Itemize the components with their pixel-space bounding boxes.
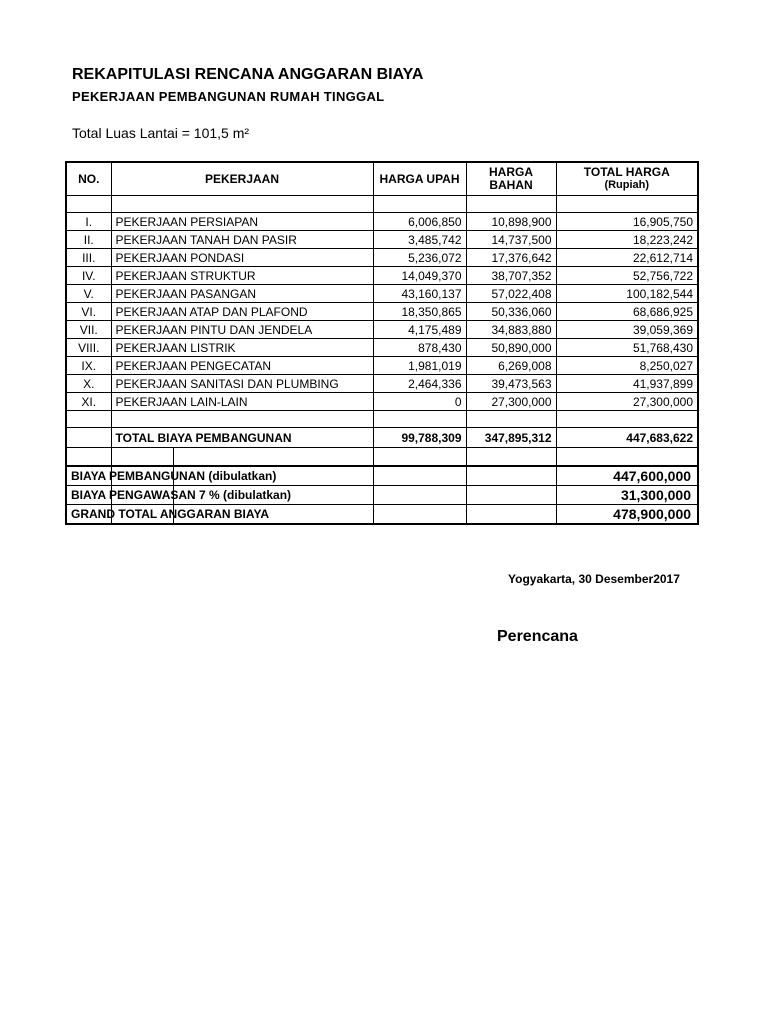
row-harga-upah: 3,485,742 xyxy=(373,231,466,249)
row-harga-bahan: 6,269,008 xyxy=(466,357,556,375)
row-pekerjaan: PEKERJAAN TANAH DAN PASIR xyxy=(111,231,373,249)
summary-label: BIAYA PEMBANGUNAN (dibulatkan) xyxy=(66,466,111,486)
row-number: VII. xyxy=(66,321,111,339)
row-pekerjaan: PEKERJAAN SANITASI DAN PLUMBING xyxy=(111,375,373,393)
row-harga-upah: 4,175,489 xyxy=(373,321,466,339)
row-harga-bahan: 14,737,500 xyxy=(466,231,556,249)
summary-value: 31,300,000 xyxy=(556,486,698,505)
row-harga-upah: 6,006,850 xyxy=(373,213,466,231)
blank-cell xyxy=(66,448,111,467)
summary-blank xyxy=(466,486,556,505)
summary-blank xyxy=(466,466,556,486)
row-number: I. xyxy=(66,213,111,231)
blank-cell xyxy=(466,411,556,428)
row-total-harga: 41,937,899 xyxy=(556,375,698,393)
header-total-harga-line1: TOTAL HARGA xyxy=(583,165,670,179)
summary-value: 478,900,000 xyxy=(556,505,698,525)
budget-recap-table xyxy=(65,161,699,525)
row-harga-upah: 18,350,865 xyxy=(373,303,466,321)
summary-value: 447,600,000 xyxy=(556,466,698,486)
row-total-harga: 22,612,714 xyxy=(556,249,698,267)
total-row-label: TOTAL BIAYA PEMBANGUNAN xyxy=(111,428,373,448)
row-pekerjaan: PEKERJAAN PONDASI xyxy=(111,249,373,267)
row-total-harga: 8,250,027 xyxy=(556,357,698,375)
blank-row xyxy=(66,196,698,213)
row-pekerjaan: PEKERJAAN PINTU DAN JENDELA xyxy=(111,321,373,339)
row-pekerjaan: PEKERJAAN LAIN-LAIN xyxy=(111,393,373,411)
row-harga-bahan: 34,883,880 xyxy=(466,321,556,339)
blank-cell xyxy=(66,411,111,428)
summary-blank xyxy=(466,505,556,525)
row-harga-upah: 5,236,072 xyxy=(373,249,466,267)
header-no: NO. xyxy=(66,162,111,196)
blank-cell xyxy=(373,448,466,467)
row-harga-bahan: 27,300,000 xyxy=(466,393,556,411)
document-subtitle: PEKERJAAN PEMBANGUNAN RUMAH TINGGAL xyxy=(72,89,385,104)
row-total-harga: 68,686,925 xyxy=(556,303,698,321)
row-pekerjaan: PEKERJAAN LISTRIK xyxy=(111,339,373,357)
summary-label: BIAYA PENGAWASAN 7 % (dibulatkan) xyxy=(66,486,111,505)
total-row xyxy=(66,428,698,448)
blank-cell xyxy=(373,411,466,428)
row-harga-bahan: 50,890,000 xyxy=(466,339,556,357)
separator-row xyxy=(66,448,698,467)
table-row xyxy=(66,249,698,267)
total-row-blank xyxy=(66,428,111,448)
summary-row xyxy=(66,466,698,486)
row-number: IX. xyxy=(66,357,111,375)
row-pekerjaan: PEKERJAAN STRUKTUR xyxy=(111,267,373,285)
row-harga-bahan: 57,022,408 xyxy=(466,285,556,303)
table-row xyxy=(66,393,698,411)
row-harga-upah: 2,464,336 xyxy=(373,375,466,393)
row-total-harga: 16,905,750 xyxy=(556,213,698,231)
row-number: III. xyxy=(66,249,111,267)
table-header-row xyxy=(66,162,698,196)
table-row xyxy=(66,285,698,303)
summary-label: GRAND TOTAL ANGGARAN BIAYA xyxy=(66,505,111,525)
blank-cell xyxy=(173,448,373,467)
city-date: Yogyakarta, 30 Desember2017 xyxy=(508,572,680,586)
document-title: REKAPITULASI RENCANA ANGGARAN BIAYA xyxy=(72,66,424,83)
row-pekerjaan: PEKERJAAN PERSIAPAN xyxy=(111,213,373,231)
header-pekerjaan: PEKERJAAN xyxy=(111,162,373,196)
row-total-harga: 52,756,722 xyxy=(556,267,698,285)
row-harga-bahan: 10,898,900 xyxy=(466,213,556,231)
row-harga-upah: 43,160,137 xyxy=(373,285,466,303)
row-number: X. xyxy=(66,375,111,393)
row-harga-upah: 1,981,019 xyxy=(373,357,466,375)
blank-cell xyxy=(556,411,698,428)
table-row xyxy=(66,339,698,357)
table-row xyxy=(66,321,698,339)
summary-blank xyxy=(373,505,466,525)
row-harga-bahan: 38,707,352 xyxy=(466,267,556,285)
row-total-harga: 27,300,000 xyxy=(556,393,698,411)
row-harga-upah: 14,049,370 xyxy=(373,267,466,285)
header-total-harga xyxy=(556,162,698,196)
table-row xyxy=(66,267,698,285)
table-row xyxy=(66,213,698,231)
row-number: XI. xyxy=(66,393,111,411)
table-row xyxy=(66,303,698,321)
blank-cell xyxy=(556,448,698,467)
row-number: IV. xyxy=(66,267,111,285)
header-harga-bahan-line1: HARGA xyxy=(489,165,534,179)
row-harga-upah: 0 xyxy=(373,393,466,411)
header-harga-bahan-line2: BAHAN xyxy=(489,178,533,192)
row-harga-bahan: 17,376,642 xyxy=(466,249,556,267)
summary-blank xyxy=(373,466,466,486)
row-total-harga: 100,182,544 xyxy=(556,285,698,303)
total-harga-bahan: 347,895,312 xyxy=(466,428,556,448)
row-harga-bahan: 50,336,060 xyxy=(466,303,556,321)
row-total-harga: 18,223,242 xyxy=(556,231,698,249)
summary-row xyxy=(66,505,698,525)
blank-row xyxy=(66,411,698,428)
total-harga-upah: 99,788,309 xyxy=(373,428,466,448)
row-number: II. xyxy=(66,231,111,249)
row-total-harga: 39,059,369 xyxy=(556,321,698,339)
header-harga-upah: HARGA UPAH xyxy=(373,162,466,196)
row-pekerjaan: PEKERJAAN ATAP DAN PLAFOND xyxy=(111,303,373,321)
summary-row xyxy=(66,486,698,505)
table-row xyxy=(66,231,698,249)
row-number: V. xyxy=(66,285,111,303)
floor-area-label: Total Luas Lantai = 101,5 m² xyxy=(72,125,250,141)
row-number: VI. xyxy=(66,303,111,321)
header-total-harga-line2: (Rupiah) xyxy=(604,179,650,191)
row-number: VIII. xyxy=(66,339,111,357)
blank-cell xyxy=(111,411,373,428)
planner-label: Perencana xyxy=(497,628,578,645)
row-harga-upah: 878,430 xyxy=(373,339,466,357)
row-pekerjaan: PEKERJAAN PENGECATAN xyxy=(111,357,373,375)
row-total-harga: 51,768,430 xyxy=(556,339,698,357)
row-harga-bahan: 39,473,563 xyxy=(466,375,556,393)
summary-blank xyxy=(373,486,466,505)
blank-cell xyxy=(466,448,556,467)
row-pekerjaan: PEKERJAAN PASANGAN xyxy=(111,285,373,303)
table-row xyxy=(66,375,698,393)
total-harga: 447,683,622 xyxy=(556,428,698,448)
table-row xyxy=(66,357,698,375)
blank-cell xyxy=(111,448,173,467)
header-harga-bahan xyxy=(466,162,556,196)
